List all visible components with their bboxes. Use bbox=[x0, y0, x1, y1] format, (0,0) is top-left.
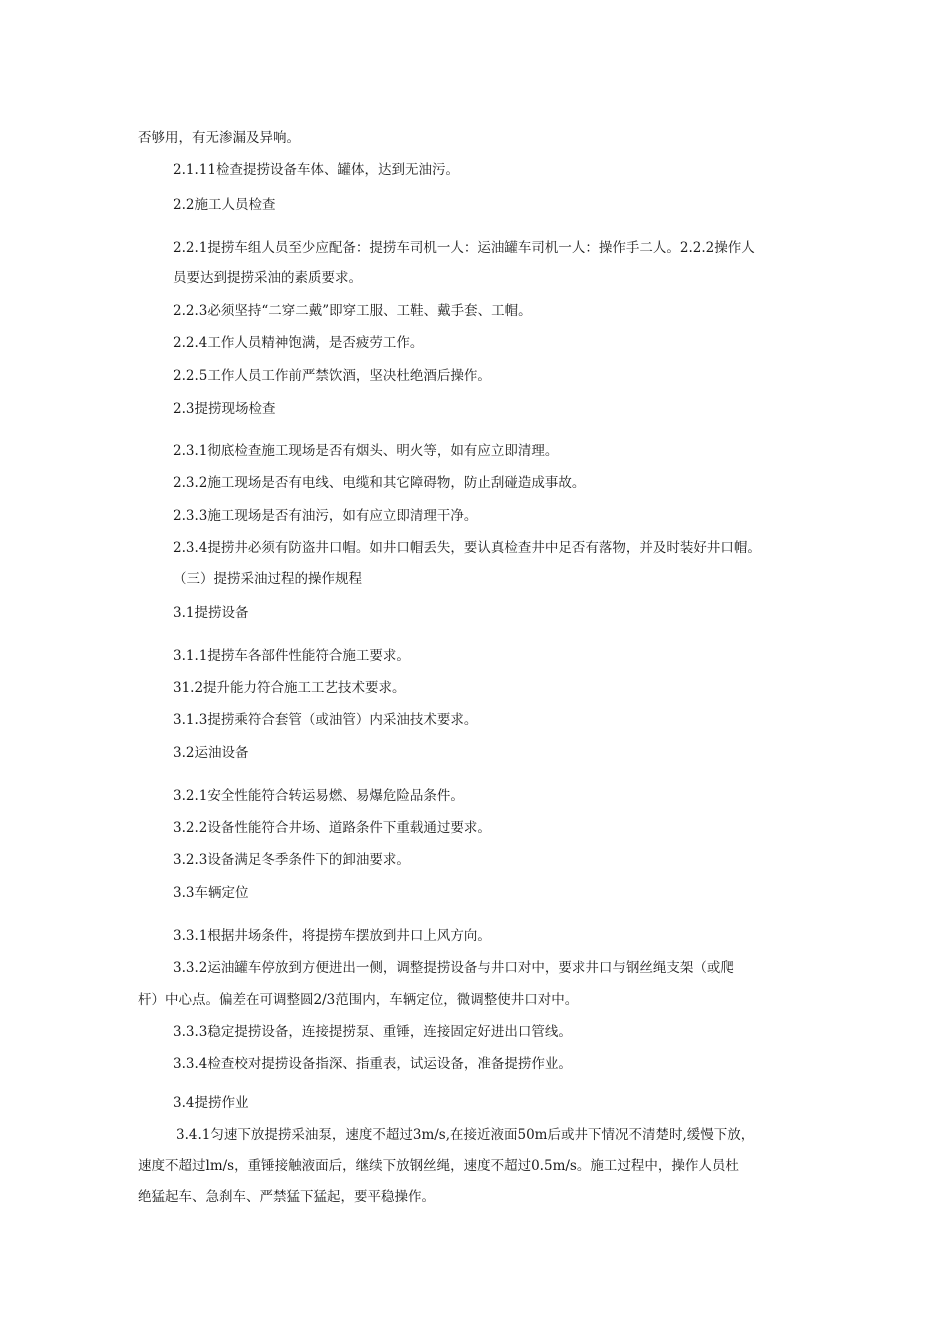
text-line: 否够用，有无渗漏及异响。 bbox=[138, 130, 300, 146]
text-line: 2.3.4提捞井必须有防盗井口帽。如井口帽丢失，要认真检查井中足否有落物，并及时装好井口帽。 bbox=[173, 540, 761, 556]
text-line: 3.3.4检查校对提捞设备指深、指重表，试运设备，准备提捞作业。 bbox=[173, 1056, 572, 1072]
text-line: 速度不超过lm/s，重锤接触液面后，继续下放钢丝绳，速度不超过0.5m/s。施工过程中，操作人员杜 bbox=[138, 1158, 739, 1174]
text-line: 3.2.3设备满足冬季条件下的卸油要求。 bbox=[173, 852, 410, 868]
text-line: 3.3.3稳定提捞设备，连接提捞泵、重锤，连接固定好进出口管线。 bbox=[173, 1024, 572, 1040]
text-line: 绝猛起车、急刹车、严禁猛下猛起，要平稳操作。 bbox=[138, 1189, 435, 1205]
text-line: 3.1.3提捞乘符合套管（或油管）内采油技术要求。 bbox=[173, 712, 478, 728]
text-line: 3.3.2运油罐车停放到方便进出一侧，调整提捞设备与井口对中，要求井口与钢丝绳支架（或爬 bbox=[173, 960, 734, 976]
text-line: 杆）中心点。偏差在可调整圆2/3范围内，车辆定位，微调整使井口对中。 bbox=[138, 992, 579, 1008]
text-line: 2.2.3必须坚持“二穿二戴”即穿工服、工鞋、戴手套、工帽。 bbox=[173, 303, 532, 319]
text-line: 员要达到提捞采油的素质要求。 bbox=[173, 270, 362, 286]
section-heading: 3.4提捞作业 bbox=[173, 1095, 249, 1111]
text-line: 2.2.4工作人员精神饱满，是否疲劳工作。 bbox=[173, 335, 424, 351]
text-line: 3.3.1根据井场条件，将提捞车摆放到井口上风方向。 bbox=[173, 928, 491, 944]
text-line: 3.1.1提捞车各部件性能符合施工要求。 bbox=[173, 648, 410, 664]
text-line: 2.2.5工作人员工作前严禁饮酒，坚决杜绝酒后操作。 bbox=[173, 368, 491, 384]
text-line: 2.3.3施工现场是否有油污，如有应立即清理干净。 bbox=[173, 508, 478, 524]
text-line: 2.2.1提捞车组人员至少应配备：提捞车司机一人：运油罐车司机一人：操作手二人。2.2.2操作人 bbox=[173, 240, 755, 256]
text-line: 31.2提升能力符合施工工艺技术要求。 bbox=[173, 680, 406, 696]
text-line: 3.2.2设备性能符合井场、道路条件下重载通过要求。 bbox=[173, 820, 491, 836]
text-line: 2.3.1彻底检查施工现场是否有烟头、明火等，如有应立即清理。 bbox=[173, 443, 559, 459]
section-heading: 3.3车辆定位 bbox=[173, 885, 249, 901]
section-heading: 3.2运油设备 bbox=[173, 745, 249, 761]
section-heading: 2.3提捞现场检查 bbox=[173, 401, 276, 417]
section-heading: 3.1提捞设备 bbox=[173, 605, 249, 621]
text-line: 3.2.1安全性能符合转运易燃、易爆危险品条件。 bbox=[173, 788, 464, 804]
text-line: 3.4.1匀速下放提捞采油泵，速度不超过3m/s,在接近液面50m后或井下情况不清楚时,缓慢下放， bbox=[176, 1127, 755, 1143]
section-heading: 2.2施工人员检查 bbox=[173, 197, 276, 213]
chapter-heading: （三）提捞采油过程的操作规程 bbox=[173, 571, 362, 587]
text-line: 2.3.2施工现场是否有电线、电缆和其它障碍物，防止刮碰造成事故。 bbox=[173, 475, 586, 491]
text-line: 2.1.11检查提捞设备车体、罐体，达到无油污。 bbox=[173, 162, 459, 178]
